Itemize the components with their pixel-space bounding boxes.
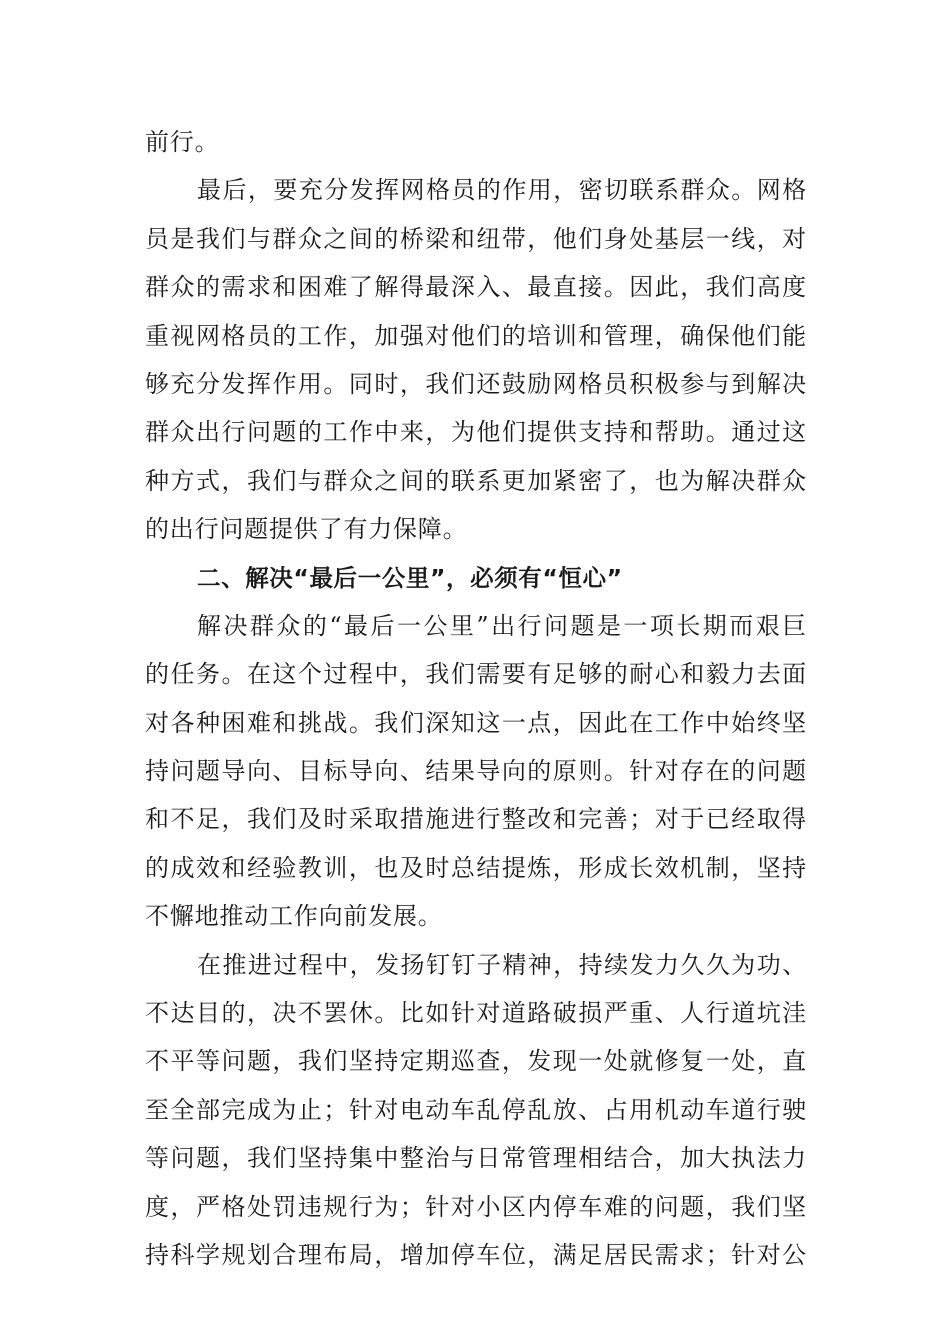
text-line: 的出行问题提供了有力保障。: [145, 515, 468, 544]
text-line: 种方式，我们与群众之间的联系更加紧密了，也为解决群众: [145, 466, 807, 495]
paragraph-first-line: 解决群众的“最后一公里”出行问题是一项长期而艰巨: [197, 611, 807, 640]
text-line: 够充分发挥作用。同时，我们还鼓励网格员积极参与到解决: [145, 369, 807, 398]
text-line: 不懈地推动工作向前发展。: [145, 902, 443, 931]
text-line: 对各种困难和挑战。我们深知这一点，因此在工作中始终坚: [145, 708, 807, 737]
text-line: 员是我们与群众之间的桥梁和纽带，他们身处基层一线，对: [145, 224, 807, 253]
text-line: 的成效和经验教训，也及时总结提炼，形成长效机制，坚持: [145, 853, 807, 882]
text-line: 群众出行问题的工作中来，为他们提供支持和帮助。通过这: [145, 418, 807, 447]
text-line: 群众的需求和困难了解得最深入、最直接。因此，我们高度: [145, 273, 807, 302]
text-line: 和不足，我们及时采取措施进行整改和完善；对于已经取得: [145, 805, 807, 834]
paragraph-first-line: 最后，要充分发挥网格员的作用，密切联系群众。网格: [197, 176, 807, 205]
paragraph-first-line: 在推进过程中，发扬钉钉子精神，持续发力久久为功、: [197, 950, 807, 979]
text-line: 等问题，我们坚持集中整治与日常管理相结合，加大执法力: [145, 1144, 807, 1173]
text-line: 度，严格处罚违规行为；针对小区内停车难的问题，我们坚: [145, 1192, 807, 1221]
section-heading: 二、解决“最后一公里”，必须有“恒心”: [197, 563, 623, 592]
document-body: [145, 118, 807, 1279]
text-line: 持问题导向、目标导向、结果导向的原则。针对存在的问题: [145, 757, 807, 786]
text-line: 不平等问题，我们坚持定期巡查，发现一处就修复一处，直: [145, 1047, 807, 1076]
text-line: 至全部完成为止；针对电动车乱停乱放、占用机动车道行驶: [145, 1095, 807, 1124]
text-line: 前行。: [145, 128, 220, 156]
text-line: 不达目的，决不罢休。比如针对道路破损严重、人行道坑洼: [145, 999, 807, 1028]
text-line: 持科学规划合理布局，增加停车位，满足居民需求；针对公: [145, 1240, 807, 1269]
text-line: 重视网格员的工作，加强对他们的培训和管理，确保他们能: [145, 321, 807, 350]
text-line: 的任务。在这个过程中，我们需要有足够的耐心和毅力去面: [145, 660, 807, 689]
